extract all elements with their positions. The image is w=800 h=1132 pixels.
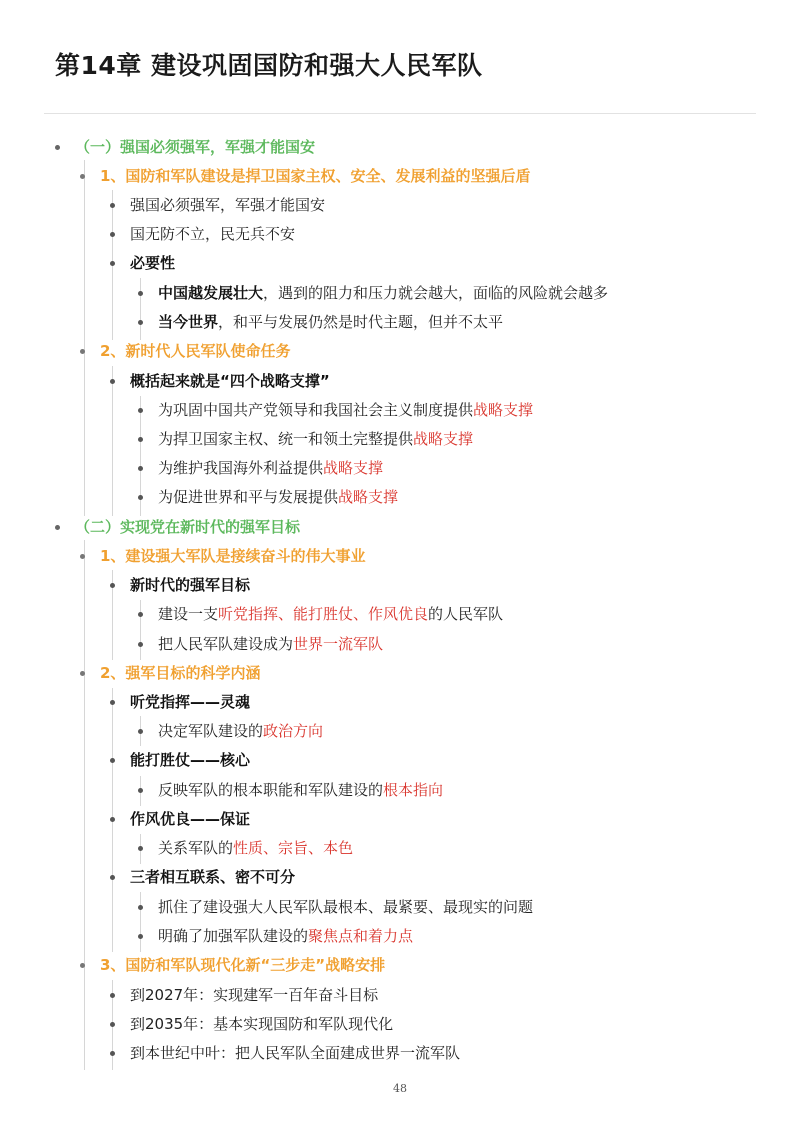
outline-node-interlinked: 三者相互联系、密不可分 [130,863,295,892]
outline-leaf: 关系军队的性质、宗旨、本色 [158,834,353,863]
outline-leaf: 建设一支听党指挥、能打胜仗、作风优良的人民军队 [158,600,503,629]
bullet-dot [138,437,143,442]
bullet-dot [110,203,115,208]
page-number: 48 [393,1082,407,1095]
guide-line [140,600,141,660]
bullet-dot [138,934,143,939]
bullet-dot [138,788,143,793]
outline-node-section-2: （二）实现党在新时代的强军目标 [75,513,300,542]
bullet-dot [138,905,143,910]
bullet-dot [138,466,143,471]
outline-leaf: 到2035年：基本实现国防和军队现代化 [130,1010,393,1039]
outline-leaf: 抓住了建设强大人民军队最根本、最紧要、最现实的问题 [158,893,533,922]
outline-leaf: 为维护我国海外利益提供战略支撑 [158,454,383,483]
bullet-dot [110,1022,115,1027]
bullet-dot [55,145,60,150]
bullet-dot [80,554,85,559]
outline-leaf: 到本世纪中叶：把人民军队全面建成世界一流军队 [130,1039,460,1068]
outline-leaf: 明确了加强军队建设的聚焦点和着力点 [158,922,413,951]
outline-node-1-1: 1、国防和军队建设是捍卫国家主权、安全、发展利益的坚强后盾 [100,162,530,191]
outline-node-guarantee: 作风优良——保证 [130,805,250,834]
bullet-dot [138,642,143,647]
outline-node-soul: 听党指挥——灵魂 [130,688,250,717]
bullet-dot [138,729,143,734]
outline-leaf: 决定军队建设的政治方向 [158,717,323,746]
outline-leaf: 强国必须强军，军强才能国安 [130,191,325,220]
bullet-dot [138,408,143,413]
outline-leaf: 国无防不立，民无兵不安 [130,220,295,249]
outline-leaf: 为促进世界和平与发展提供战略支撑 [158,483,398,512]
guide-line [140,278,141,340]
guide-line [112,366,113,516]
bullet-dot [138,612,143,617]
bullet-dot [110,817,115,822]
bullet-dot [80,671,85,676]
outline-leaf: 反映军队的根本职能和军队建设的根本指向 [158,776,443,805]
guide-line [140,892,141,952]
bullet-dot [110,379,115,384]
bullet-dot [110,700,115,705]
bullet-dot [110,232,115,237]
outline-leaf: 当今世界，和平与发展仍然是时代主题，但并不太平 [158,308,503,337]
guide-line [84,540,85,1070]
outline-leaf: 中国越发展壮大，遇到的阻力和压力就会越大，面临的风险就会越多 [158,279,608,308]
bullet-dot [80,349,85,354]
outline-leaf: 到2027年：实现建军一百年奋斗目标 [130,981,378,1010]
outline-node-section-1: （一）强国必须强军，军强才能国安 [75,133,315,162]
bullet-dot [110,875,115,880]
outline-node-1-2: 2、新时代人民军队使命任务 [100,337,290,366]
outline-node-2-1: 1、建设强大军队是接续奋斗的伟大事业 [100,542,365,571]
outline-leaf: 把人民军队建设成为世界一流军队 [158,630,383,659]
outline-node-2-2: 2、强军目标的科学内涵 [100,659,260,688]
outline-leaf: 为捍卫国家主权、统一和领土完整提供战略支撑 [158,425,473,454]
bullet-dot [138,320,143,325]
bullet-dot [110,583,115,588]
outline-node-2-3: 3、国防和军队现代化新“三步走”战略安排 [100,951,385,980]
outline-leaf: 为巩固中国共产党领导和我国社会主义制度提供战略支撑 [158,396,533,425]
outline-node-core: 能打胜仗——核心 [130,746,250,775]
bullet-dot [110,1051,115,1056]
bullet-dot [138,495,143,500]
bullet-dot [110,261,115,266]
bullet-dot [138,291,143,296]
outline-node-four-supports: 概括起来就是“四个战略支撑” [130,367,330,396]
bullet-dot [138,846,143,851]
outline-node-goal: 新时代的强军目标 [130,571,250,600]
bullet-dot [55,525,60,530]
page-title: 第14章 建设巩固国防和强大人民军队 [55,51,483,80]
bullet-dot [80,963,85,968]
bullet-dot [110,758,115,763]
bullet-dot [80,174,85,179]
guide-line [84,160,85,516]
bullet-dot [110,993,115,998]
outline-node-necessity: 必要性 [130,249,175,278]
